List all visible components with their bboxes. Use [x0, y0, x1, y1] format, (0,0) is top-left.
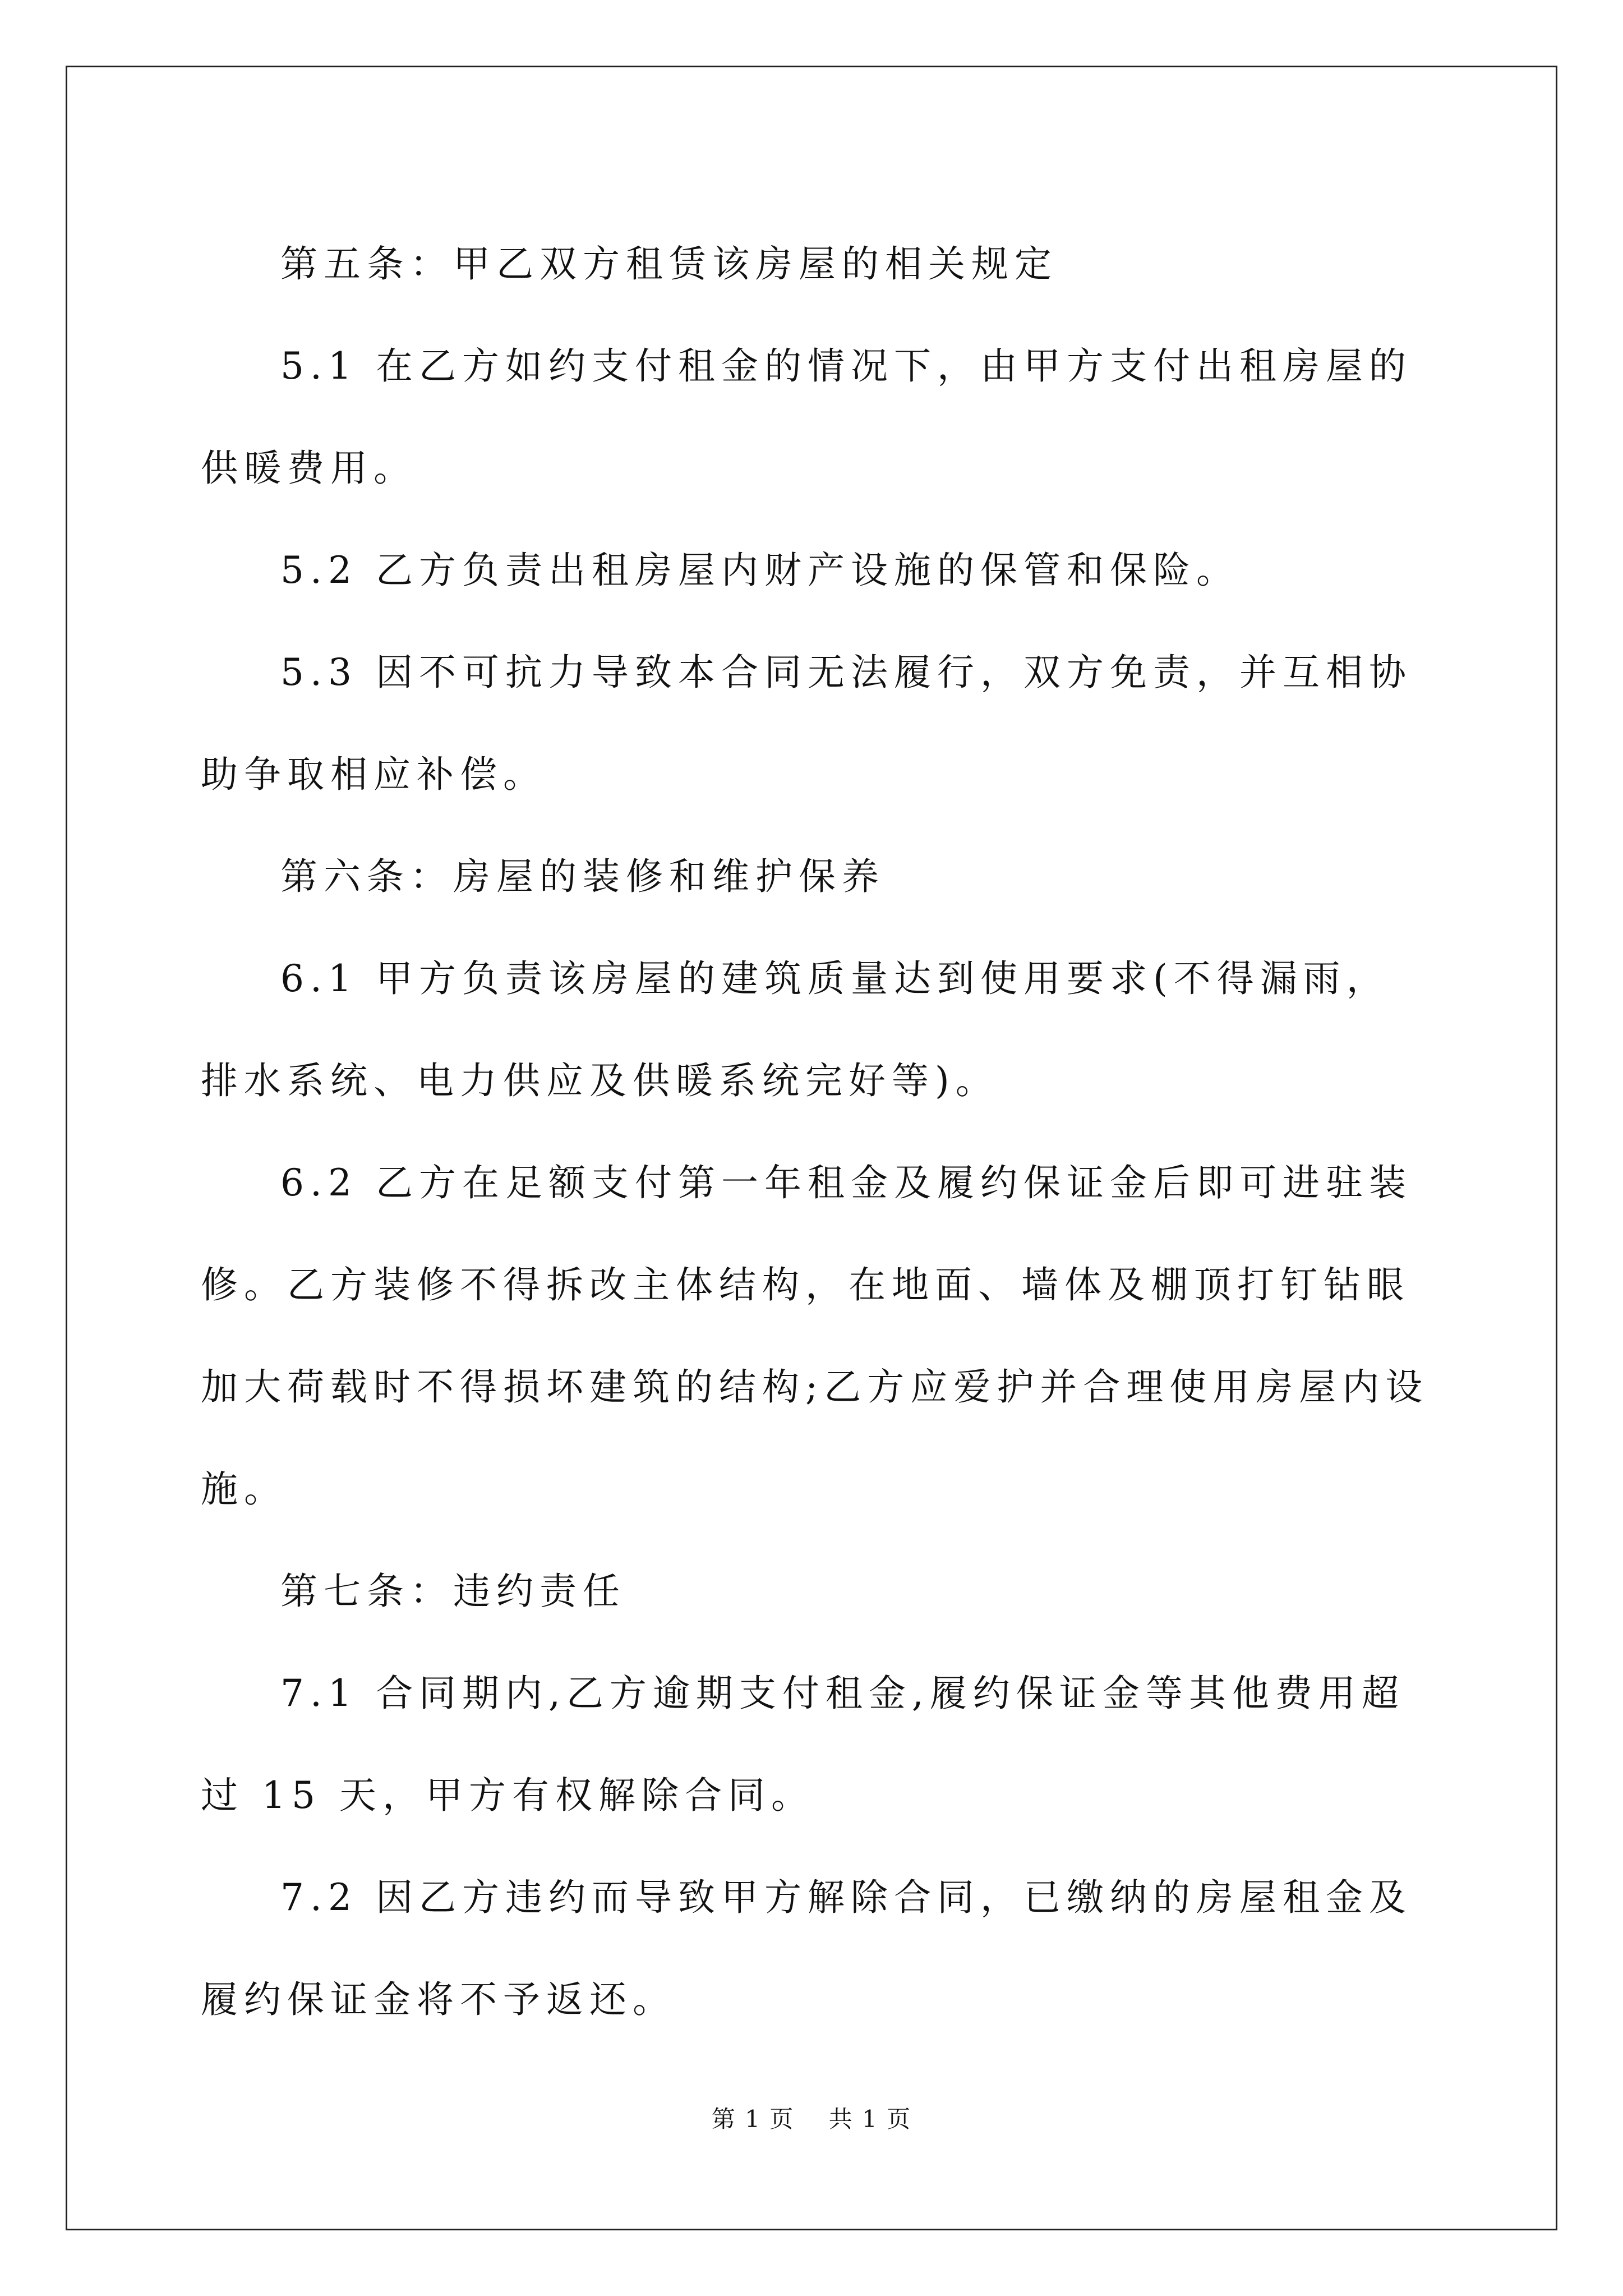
- clause-6-2: 6.2 乙方在足额支付第一年租金及履约保证金后即可进驻装修。乙方装修不得拆改主体结构，在地面、墙体及棚顶打钉钻眼加大荷载时不得损坏建筑的结构;乙方应爱护并合理使用房屋内设施。: [201, 1161, 1429, 1511]
- clause-6-1: 6.1 甲方负责该房屋的建筑质量达到使用要求(不得漏雨，排水系统、电力供应及供暖系统完好等)。: [201, 957, 1390, 1102]
- clause-7-1: 7.1 合同期内,乙方逾期支付租金,履约保证金等其他费用超过 15 天，甲方有权解除合同。: [201, 1672, 1405, 1817]
- clause-5-3: 5.3 因不可抗力导致本合同无法履行，双方免责，并互相协助争取相应补偿。: [201, 651, 1412, 796]
- article-7-heading: 第七条：违约责任: [280, 1570, 626, 1613]
- page-number: 第 1 页 共 1 页: [711, 2105, 912, 2133]
- article-6-heading: 第六条：房屋的装修和维护保养: [280, 855, 885, 898]
- document-body: [201, 213, 1429, 2051]
- clause-7-2: 7.2 因乙方违约而导致甲方解除合同，已缴纳的房屋租金及履约保证金将不予返还。: [201, 1876, 1412, 2021]
- clause-5-2: 5.2 乙方负责出租房屋内财产设施的保管和保险。: [280, 549, 1239, 592]
- clause-5-1: 5.1 在乙方如约支付租金的情况下，由甲方支付出租房屋的供暖费用。: [201, 344, 1412, 490]
- page-footer: [0, 2101, 1623, 2134]
- article-5-heading: 第五条：甲乙双方租赁该房屋的相关规定: [280, 242, 1058, 286]
